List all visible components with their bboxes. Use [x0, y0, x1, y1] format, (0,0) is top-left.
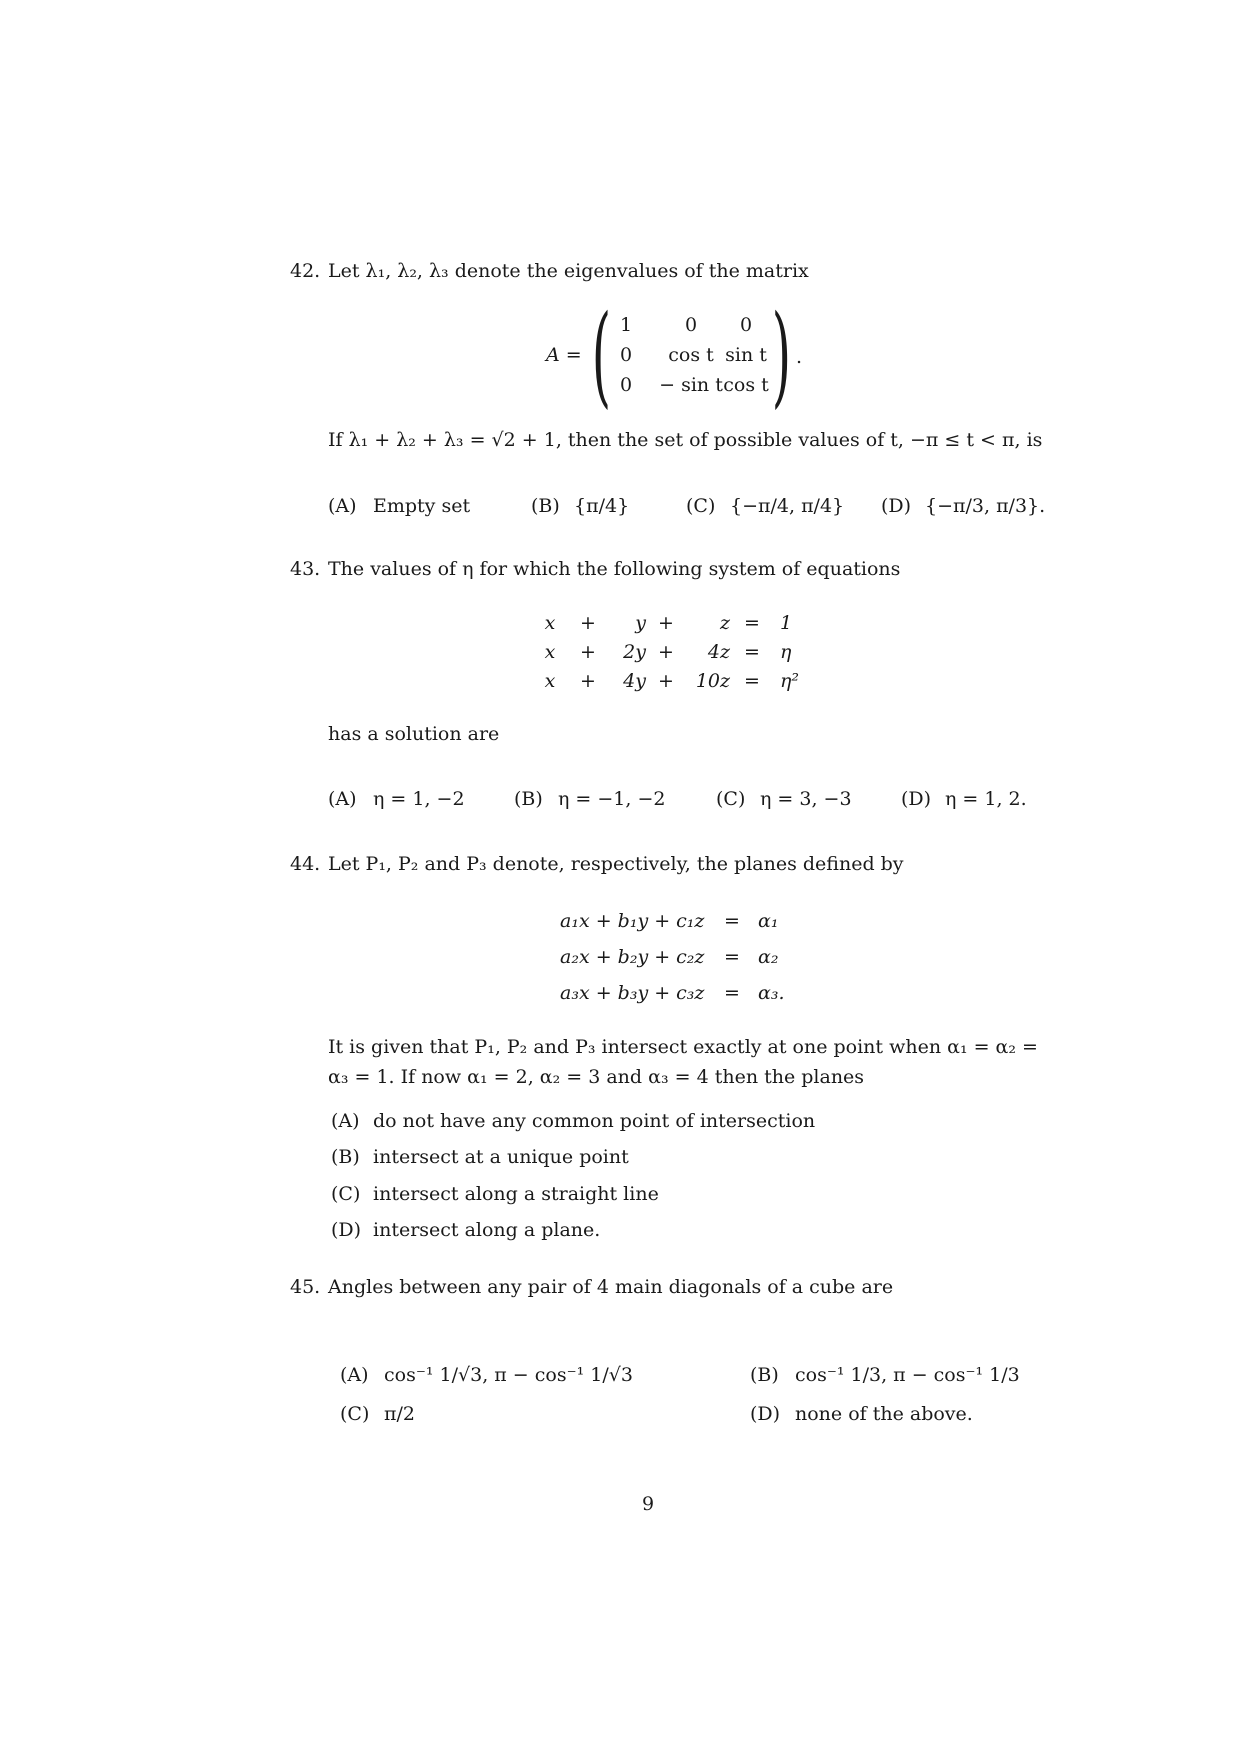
matrix-right-paren: ) — [771, 291, 792, 419]
question-43-tail: has a solution are — [328, 723, 500, 745]
option-text: η = −1, −2 — [558, 788, 666, 810]
eq-term: x — [544, 612, 556, 634]
plane-eq: = — [724, 982, 740, 1004]
plane-rhs: α₂ — [758, 946, 779, 968]
question-43-number: 43. — [290, 558, 321, 580]
option-text: intersect along a plane. — [373, 1219, 601, 1241]
option-label: (A) — [331, 1110, 360, 1132]
plane-rhs: α₃. — [758, 982, 785, 1004]
option-text: none of the above. — [795, 1403, 973, 1425]
eq-term: 1 — [780, 612, 793, 634]
matrix-cell: sin t — [725, 344, 767, 366]
question-42-stem: Let λ₁, λ₂, λ₃ denote the eigenvalues of the matrix — [328, 260, 809, 282]
option-text: {−π/4, π/4} — [730, 495, 845, 517]
matrix-trailing: . — [796, 346, 803, 368]
option-text: do not have any common point of intersection — [373, 1110, 816, 1132]
plane-eq: = — [724, 946, 740, 968]
eq-op: + — [580, 670, 596, 692]
option-text: intersect along a straight line — [373, 1183, 659, 1205]
eq-term: 4z — [707, 641, 730, 663]
option-text: η = 1, 2. — [945, 788, 1027, 810]
option-text: η = 1, −2 — [373, 788, 465, 810]
option-text: η = 3, −3 — [760, 788, 852, 810]
option-text: cos⁻¹ 1/√3, π − cos⁻¹ 1/√3 — [384, 1364, 633, 1386]
matrix-cell: 0 — [684, 314, 698, 336]
option-label: (D) — [331, 1219, 362, 1241]
plane-eq: = — [724, 910, 740, 932]
eq-op: + — [658, 612, 674, 634]
option-label: (B) — [331, 1146, 360, 1168]
question-45-number: 45. — [290, 1276, 321, 1298]
eq-term: 2y — [623, 641, 646, 663]
plane-lhs: a₂x + b₂y + c₂z — [560, 946, 705, 968]
plane-rhs: α₁ — [758, 910, 779, 932]
eq-op: + — [658, 670, 674, 692]
option-label: (B) — [514, 788, 543, 810]
eq-op: = — [744, 670, 760, 692]
option-label: (C) — [686, 495, 716, 517]
matrix-left-paren: ( — [591, 291, 612, 419]
option-text: {−π/3, π/3}. — [925, 495, 1046, 517]
question-42-number: 42. — [290, 260, 321, 282]
plane-lhs: a₁x + b₁y + c₁z — [560, 910, 705, 932]
question-45-stem: Angles between any pair of 4 main diagonals of a cube are — [328, 1276, 894, 1298]
option-text: {π/4} — [574, 495, 630, 517]
eq-op: = — [744, 641, 760, 663]
matrix-cell: cos t — [668, 344, 714, 366]
question-43-stem: The values of η for which the following system of equations — [328, 558, 901, 580]
matrix-cell: 0 — [619, 374, 633, 396]
option-label: (C) — [716, 788, 746, 810]
option-label: (C) — [340, 1403, 370, 1425]
eq-term: η² — [780, 670, 799, 692]
eq-op: = — [744, 612, 760, 634]
eq-term: η — [780, 641, 792, 663]
eq-term: x — [544, 670, 556, 692]
question-44-number: 44. — [290, 853, 321, 875]
option-label: (A) — [340, 1364, 369, 1386]
question-44-body-line1: It is given that P₁, P₂ and P₃ intersect exactly at one point when α₁ = α₂ = — [328, 1036, 1038, 1058]
question-44-stem: Let P₁, P₂ and P₃ denote, respectively, the planes defined by — [328, 853, 904, 875]
plane-lhs: a₃x + b₃y + c₃z — [560, 982, 705, 1004]
matrix-cell: 0 — [739, 314, 753, 336]
eq-term: y — [635, 612, 646, 634]
question-42-condition: If λ₁ + λ₂ + λ₃ = √2 + 1, then the set of possible values of t, −π ≤ t < π, is — [328, 429, 1043, 451]
matrix-label: A = — [546, 344, 582, 366]
option-label: (C) — [331, 1183, 361, 1205]
eq-op: + — [658, 641, 674, 663]
matrix-cell: 1 — [619, 314, 633, 336]
option-label: (A) — [328, 788, 357, 810]
matrix-cell: − sin t — [659, 374, 723, 396]
option-text: intersect at a unique point — [373, 1146, 629, 1168]
page-number: 9 — [642, 1493, 655, 1515]
eq-term: 4y — [623, 670, 646, 692]
matrix-cell: cos t — [723, 374, 769, 396]
option-label: (D) — [750, 1403, 781, 1425]
option-text: Empty set — [373, 495, 471, 517]
eq-term: z — [719, 612, 730, 634]
option-label: (B) — [750, 1364, 779, 1386]
eq-op: + — [580, 612, 596, 634]
question-44-body-line2: α₃ = 1. If now α₁ = 2, α₂ = 3 and α₃ = 4 then the planes — [328, 1066, 865, 1088]
option-label: (D) — [881, 495, 912, 517]
matrix-cell: 0 — [619, 344, 633, 366]
option-label: (A) — [328, 495, 357, 517]
option-text: cos⁻¹ 1/3, π − cos⁻¹ 1/3 — [795, 1364, 1020, 1386]
eq-term: x — [544, 641, 556, 663]
option-text: π/2 — [384, 1403, 415, 1425]
option-label: (D) — [901, 788, 932, 810]
eq-term: 10z — [695, 670, 730, 692]
eq-op: + — [580, 641, 596, 663]
option-label: (B) — [531, 495, 560, 517]
